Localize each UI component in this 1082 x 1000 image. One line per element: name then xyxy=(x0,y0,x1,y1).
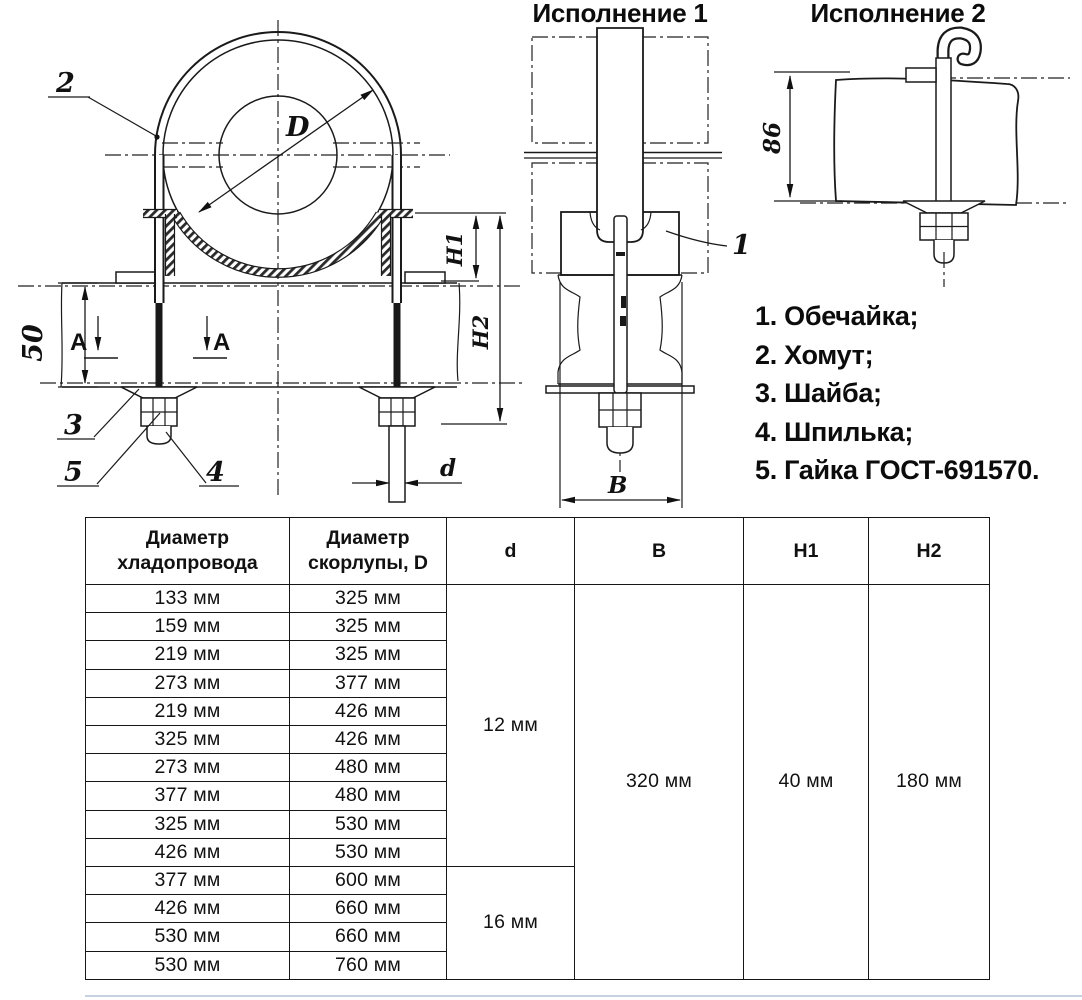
variant2-title: Исполнение 2 xyxy=(810,0,986,28)
dim-b-label: B xyxy=(608,472,628,499)
table-cell: 325 мм xyxy=(86,726,290,754)
table-cell: 530 мм xyxy=(290,838,447,866)
dim-50-label: 50 xyxy=(18,324,49,362)
section-mark-a-right: A xyxy=(213,329,231,356)
clamp-strap-side xyxy=(597,28,643,242)
beam-left-break xyxy=(61,283,62,387)
table-cell: 660 мм xyxy=(290,923,447,951)
table-cell: 426 мм xyxy=(86,895,290,923)
callout-1-shell: 1 xyxy=(732,230,751,261)
table-cell: 325 мм xyxy=(290,585,447,613)
table-cell: 377 мм xyxy=(86,782,290,810)
legend-item: 3. Шайба; xyxy=(755,378,882,408)
table-cell: 530 мм xyxy=(86,951,290,979)
callout-4-stud: 4 xyxy=(206,457,225,488)
table-cell: 426 мм xyxy=(290,697,447,725)
section-a-marks xyxy=(70,316,230,358)
table-cell: 480 мм xyxy=(290,782,447,810)
table-cell: 219 мм xyxy=(86,641,290,669)
table-cell: 530 мм xyxy=(290,810,447,838)
parts-legend xyxy=(755,297,1039,490)
variant2-anchor-view xyxy=(759,0,1070,287)
table-cell: 426 мм xyxy=(86,838,290,866)
header-h1: H1 xyxy=(744,518,869,585)
table-cell-d-group1: 12 мм xyxy=(447,585,575,867)
header-b: B xyxy=(575,518,744,585)
dim-h1-h2 xyxy=(415,213,507,424)
header-d: d xyxy=(447,518,575,585)
washer-nut-right xyxy=(359,387,435,502)
callout-3-washer: 3 xyxy=(64,410,83,441)
callout-5-nut: 5 xyxy=(64,457,83,488)
front-view xyxy=(18,20,522,502)
table-cell: 600 мм xyxy=(290,867,447,895)
anchor-stud xyxy=(936,58,951,202)
legend-item: 4. Шпилька; xyxy=(755,416,914,447)
dim-h2-label: H2 xyxy=(468,314,493,350)
table-cell-b: 320 мм xyxy=(575,585,744,980)
nut-stack-side xyxy=(599,393,641,453)
table-cell: 325 мм xyxy=(290,641,447,669)
shell-diameter-line xyxy=(199,90,373,212)
table-cell: 273 мм xyxy=(86,754,290,782)
concrete-slab xyxy=(834,78,1018,205)
variant1-title: Исполнение 1 xyxy=(532,0,708,28)
stud-left-threaded xyxy=(156,303,163,387)
table-row xyxy=(86,585,990,613)
table-cell: 159 мм xyxy=(86,613,290,641)
page-edge-line xyxy=(85,995,1082,997)
table-cell: 325 мм xyxy=(86,810,290,838)
header-shell-diameter: Диаметр скорлупы, D xyxy=(290,518,447,585)
stud-right-threaded xyxy=(394,303,401,387)
table-cell: 273 мм xyxy=(86,669,290,697)
table-cell: 377 мм xyxy=(86,867,290,895)
dim-stud-diameter xyxy=(352,455,462,483)
top-plate xyxy=(906,68,936,82)
dim-shell-diameter-label: D xyxy=(286,112,310,143)
table-cell: 480 мм xyxy=(290,754,447,782)
legend-item: 2. Хомут; xyxy=(755,339,874,370)
table-cell-d-group2: 16 мм xyxy=(447,867,575,980)
table-cell-h2: 180 мм xyxy=(869,585,990,980)
stud-right-shank xyxy=(389,426,405,502)
dim-h1-label: H1 xyxy=(442,231,467,267)
callout-2-clamp: 2 xyxy=(56,68,75,99)
header-cold-pipe-diameter: Диаметр хладопровода xyxy=(86,518,290,585)
table-cell-h1: 40 мм xyxy=(744,585,869,980)
dim-d-label: d xyxy=(440,455,457,482)
table-cell: 530 мм xyxy=(86,923,290,951)
beam-right-break xyxy=(457,283,460,381)
variant1-side-view xyxy=(524,0,751,508)
legend-item: 1. Обечайка; xyxy=(755,301,919,331)
table-cell: 426 мм xyxy=(290,726,447,754)
table-cell: 760 мм xyxy=(290,951,447,979)
header-h2: H2 xyxy=(869,518,990,585)
table-cell: 660 мм xyxy=(290,895,447,923)
support-plate-right xyxy=(405,272,445,283)
table-cell: 219 мм xyxy=(86,697,290,725)
dim-86-label: 86 xyxy=(759,121,786,155)
support-plate-left xyxy=(116,272,156,283)
dimensions-table xyxy=(85,517,990,980)
table-cell: 133 мм xyxy=(86,585,290,613)
legend-item: 5. Гайка ГОСТ-691570. xyxy=(755,455,1040,485)
table-cell: 325 мм xyxy=(290,613,447,641)
table-header-row xyxy=(86,518,990,585)
table-cell: 377 мм xyxy=(290,669,447,697)
section-mark-a-left: A xyxy=(70,329,88,356)
